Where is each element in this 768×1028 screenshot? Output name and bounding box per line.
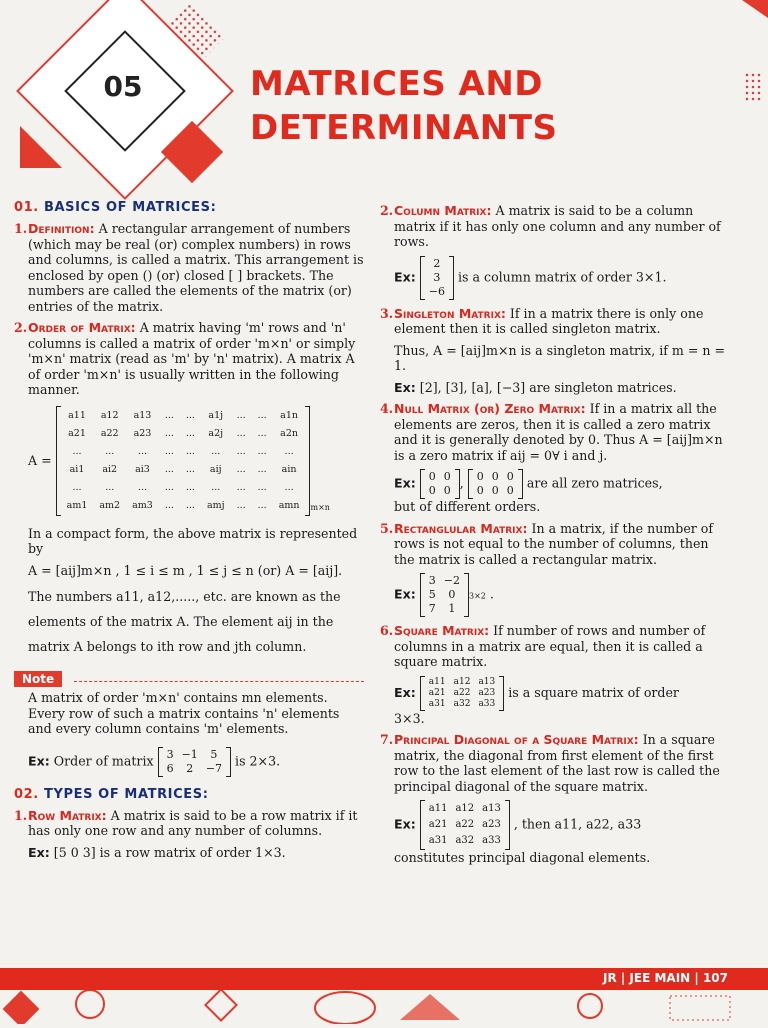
- matrix-cell: aij: [209, 463, 222, 475]
- singleton-matrix-item: 3. Singleton Matrix: If in a matrix there is only one element then it is called singleton matrix.: [380, 305, 704, 336]
- matrix-cell: ...: [164, 499, 174, 511]
- square-matrix: [420, 676, 504, 711]
- matrix-cell: ...: [236, 445, 246, 457]
- square-matrix-example: Ex: a11 a12 a13 a21 a22 a23 a31 a32 a33 is a square matrix of order 3×3.: [394, 676, 679, 726]
- general-matrix-table: [61, 407, 306, 515]
- matrix-cell: a23: [478, 687, 496, 698]
- matrix-cell: ...: [137, 445, 147, 457]
- matrix-cell: a32: [455, 835, 475, 846]
- matrix-row: [425, 817, 505, 833]
- matrix-cell: ...: [257, 445, 267, 457]
- general-matrix-order: m×n: [310, 503, 330, 512]
- dot-pattern-decoration: [744, 72, 762, 102]
- matrix-cell: −1: [181, 747, 198, 761]
- matrix-cell: ...: [211, 445, 221, 457]
- matrix-cell: a32: [453, 698, 471, 709]
- matrix-row: [425, 602, 464, 616]
- matrix-cell: 5: [428, 588, 436, 601]
- matrix-cell: ...: [236, 481, 246, 493]
- matrix-cell: ...: [257, 463, 267, 475]
- matrix-cell: a33: [478, 698, 496, 709]
- rectangular-matrix-example: Ex: 3 −2 5 0 7 1 3×2 .: [394, 574, 494, 615]
- matrix-cell: ...: [164, 445, 174, 457]
- general-matrix-label: A =: [28, 452, 52, 468]
- matrix-cell: ...: [284, 481, 294, 493]
- matrix-cell: ...: [164, 463, 174, 475]
- note-tag: Note: [14, 671, 62, 687]
- column-matrix-example: Ex: 2 3 −6 is a column matrix of order 3×1.: [394, 256, 667, 298]
- matrix-cell: amj: [206, 499, 225, 511]
- matrix-cell: a1n: [280, 409, 298, 421]
- matrix-cell: ...: [257, 427, 267, 439]
- matrix-cell: ain: [281, 463, 297, 475]
- definition-item: 1. Definition: A rectangular arrangement of numbers (which may be real (or) complex numbers) in rows and columns, is called a matrix. This arrangement is enclosed by open () (or) closed [ ] brackets. The numbers are called the elements of the matrix (or) entries of the matrix.: [14, 221, 364, 314]
- matrix-row: [425, 285, 449, 299]
- right-column: [380, 203, 730, 872]
- matrix-cell: ai3: [135, 463, 150, 475]
- matrix-cell: 1: [448, 602, 456, 615]
- matrix-cell: a11: [428, 803, 448, 814]
- corner-decoration: [742, 0, 768, 18]
- matrix-cell: ...: [105, 481, 115, 493]
- matrix-cell: a22: [100, 427, 119, 439]
- matrix-cell: ...: [164, 481, 174, 493]
- matrix-cell: a13: [482, 803, 501, 814]
- matrix-cell: a23: [482, 819, 501, 830]
- section-heading-basics: 01. BASICS OF MATRICES:: [14, 200, 217, 215]
- matrix-cell: 0: [491, 470, 499, 483]
- matrix-cell: 2: [186, 761, 194, 775]
- matrix-cell: a21: [428, 687, 446, 698]
- matrix-cell: ...: [185, 445, 195, 457]
- matrix-cell: 7: [428, 602, 436, 615]
- matrix-row: [61, 425, 306, 443]
- matrix-row: [473, 484, 518, 498]
- matrix-row: [61, 407, 306, 425]
- matrix-cell: a2n: [280, 427, 298, 439]
- matrix-cell: 2: [433, 256, 441, 270]
- matrix-cell: ...: [185, 481, 195, 493]
- left-column: [14, 196, 364, 866]
- matrix-row: [425, 677, 499, 688]
- matrix-cell: ...: [72, 445, 82, 457]
- matrix-cell: 0: [428, 470, 436, 483]
- matrix-cell: ...: [236, 499, 246, 511]
- footer-decoration: [0, 990, 768, 1024]
- matrix-cell: am3: [132, 499, 153, 511]
- matrix-cell: 0: [491, 484, 499, 497]
- diagonal-matrix: [420, 800, 510, 850]
- column-matrix-item: 2. Column Matrix: A matrix is said to be a column matrix if it has only one column and any number of rows.: [380, 203, 721, 249]
- matrix-cell: a23: [133, 427, 152, 439]
- matrix-cell: 3: [428, 574, 436, 587]
- matrix-row: [61, 479, 306, 497]
- zero-matrix-2x3: [468, 469, 523, 499]
- chapter-title-line1: MATRICES AND: [250, 64, 544, 104]
- matrix-cell: a13: [133, 409, 152, 421]
- matrix-cell: ...: [236, 427, 246, 439]
- null-matrix-item: 4. Null Matrix (or) Zero Matrix: If in a matrix all the elements are zeros, then it is called a zero matrix and it is generally denoted by 0. Thus A = [aij]m×n is a zero matrix if aij = 0∀ i and j.: [380, 401, 723, 463]
- matrix-cell: 3: [166, 747, 174, 761]
- row-matrix-item: 1. Row Matrix: A matrix is said to be a row matrix if it has only one row and any number of columns.: [14, 807, 358, 838]
- note-text: A matrix of order 'm×n' contains mn elements. Every row of such a matrix contains 'n' elements and every column contains 'm' elements.: [28, 690, 340, 736]
- page-footer-label: JR | JEE MAIN | 107: [602, 971, 728, 985]
- matrix-cell: ...: [284, 445, 294, 457]
- matrix-row: [425, 484, 455, 498]
- matrix-cell: ...: [236, 409, 246, 421]
- general-matrix: [28, 406, 364, 516]
- zero-matrix-2x2: [420, 469, 460, 499]
- matrix-row: [163, 762, 226, 776]
- matrix-cell: ...: [211, 481, 221, 493]
- matrix-cell: a2j: [208, 427, 224, 439]
- null-matrix-example: Ex: 0 0 0 0 , 0 0 0 0 0 0 are all zero matrices, but of different orders.: [394, 470, 663, 514]
- rectangular-matrix: [420, 573, 469, 617]
- matrix-cell: 0: [506, 484, 514, 497]
- column-matrix: [420, 256, 454, 300]
- matrix-cell: a12: [453, 676, 471, 687]
- matrix-row: [425, 688, 499, 699]
- matrix-row: [473, 470, 518, 484]
- section-heading-types: 02. TYPES OF MATRICES:: [14, 786, 209, 802]
- chapter-number: 05: [103, 70, 143, 103]
- matrix-cell: ...: [257, 499, 267, 511]
- matrix-row: [61, 443, 306, 461]
- note-divider: [74, 681, 364, 682]
- rectangular-matrix-item: 5. Rectanglular Matrix: In a matrix, if the number of rows is not equal to the number of columns, then the matrix is called a rectangular matrix.: [380, 520, 714, 567]
- matrix-row: [425, 699, 499, 710]
- matrix-cell: ai2: [102, 463, 118, 475]
- matrix-row: [425, 470, 455, 484]
- matrix-row: [425, 833, 505, 849]
- matrix-cell: a21: [428, 819, 448, 830]
- chapter-title: [250, 62, 557, 150]
- matrix-cell: a12: [100, 409, 119, 421]
- matrix-cell: am1: [66, 499, 88, 511]
- principal-diagonal-item: 7. Principal Diagonal of a Square Matrix: In a square matrix, the diagonal from first element of the first row to the last element of the last row is called the principal diagonal of the square matrix.: [380, 732, 720, 794]
- matrix-cell: ...: [72, 481, 82, 493]
- matrix-row: [61, 497, 306, 515]
- matrix-cell: ...: [236, 463, 246, 475]
- matrix-cell: 0: [428, 484, 436, 497]
- matrix-row: [163, 748, 226, 762]
- matrix-cell: amn: [278, 499, 300, 511]
- matrix-cell: a13: [478, 676, 496, 687]
- matrix-row: [425, 574, 464, 588]
- matrix-cell: ...: [185, 499, 195, 511]
- matrix-cell: 0: [506, 470, 514, 483]
- note-example: Ex: Order of matrix 3 −1 5 6 2 −7 is 2×3.: [28, 747, 281, 775]
- singleton-condition: Thus, A = [aij]m×n is a singleton matrix, if m = n = 1.: [394, 342, 726, 373]
- matrix-row: [425, 257, 449, 271]
- matrix-cell: a1j: [208, 409, 224, 421]
- matrix-cell: ...: [105, 445, 115, 457]
- row-matrix-example: Ex: [5 0 3] is a row matrix of order 1×3.: [28, 844, 286, 860]
- matrix-cell: 3: [433, 270, 441, 284]
- matrix-row: [425, 271, 449, 285]
- matrix-cell: a31: [428, 698, 446, 709]
- matrix-cell: 0: [443, 470, 451, 483]
- matrix-cell: ...: [185, 409, 195, 421]
- matrix-cell: 6: [166, 761, 174, 775]
- matrix-cell: 0: [476, 484, 484, 497]
- matrix-cell: a12: [455, 803, 475, 814]
- matrix-cell: a21: [68, 427, 86, 439]
- matrix-cell: −7: [205, 761, 223, 775]
- matrix-cell: ...: [137, 481, 147, 493]
- matrix-row: [425, 588, 464, 602]
- matrix-cell: ...: [257, 409, 267, 421]
- compact-form-formula: A = [aij]m×n , 1 ≤ i ≤ m , 1 ≤ j ≤ n (or) A = [aij].: [28, 562, 343, 578]
- matrix-cell: ...: [185, 427, 195, 439]
- matrix-cell: a22: [455, 819, 475, 830]
- elements-explanation: The numbers a11, a12,....., etc. are known as the elements of the matrix A. The element aij in the matrix A belongs to ith row and jth column.: [28, 589, 341, 654]
- order-of-matrix-item: 2. Order of Matrix: A matrix having 'm' rows and 'n' columns is called a matrix of order 'm×n' or simply 'm×n' matrix (read as 'm' by 'n' matrix). A matrix A of order 'm×n' is usually written in the following manner.: [14, 320, 356, 397]
- matrix-cell: −2: [443, 574, 460, 587]
- matrix-cell: −6: [428, 284, 445, 298]
- matrix-cell: a31: [428, 835, 448, 846]
- matrix-cell: ai1: [69, 463, 85, 475]
- matrix-cell: ...: [164, 409, 174, 421]
- note-example-matrix: [158, 747, 231, 777]
- matrix-cell: a11: [68, 409, 86, 421]
- matrix-cell: 5: [210, 747, 218, 761]
- matrix-row: [425, 801, 505, 817]
- matrix-cell: ...: [164, 427, 174, 439]
- compact-form-text: In a compact form, the above matrix is represented by: [28, 525, 358, 556]
- matrix-cell: a33: [482, 835, 501, 846]
- matrix-cell: ...: [257, 481, 267, 493]
- matrix-row: [61, 461, 306, 479]
- chapter-title-line2: DETERMINANTS: [250, 108, 558, 148]
- matrix-cell: am2: [99, 499, 121, 511]
- matrix-cell: 0: [476, 470, 484, 483]
- matrix-cell: a22: [453, 687, 471, 698]
- square-matrix-item: 6. Square Matrix: If number of rows and number of columns in a matrix are equal, then it is called a square matrix.: [380, 623, 706, 669]
- general-matrix-bracket: [56, 406, 311, 516]
- matrix-cell: ...: [185, 463, 195, 475]
- principal-diagonal-example: Ex: a11 a12 a13 a21 a22 a23 a31 a32 a33 , then a11, a22, a33 constitutes principal diagonal elements.: [394, 800, 730, 866]
- footer-decoration-zone: [0, 990, 768, 1024]
- matrix-cell: a11: [428, 676, 446, 687]
- matrix-cell: 0: [443, 484, 451, 497]
- singleton-example: Ex: [2], [3], [a], [−3] are singleton matrices.: [394, 379, 677, 395]
- matrix-cell: 0: [448, 588, 456, 601]
